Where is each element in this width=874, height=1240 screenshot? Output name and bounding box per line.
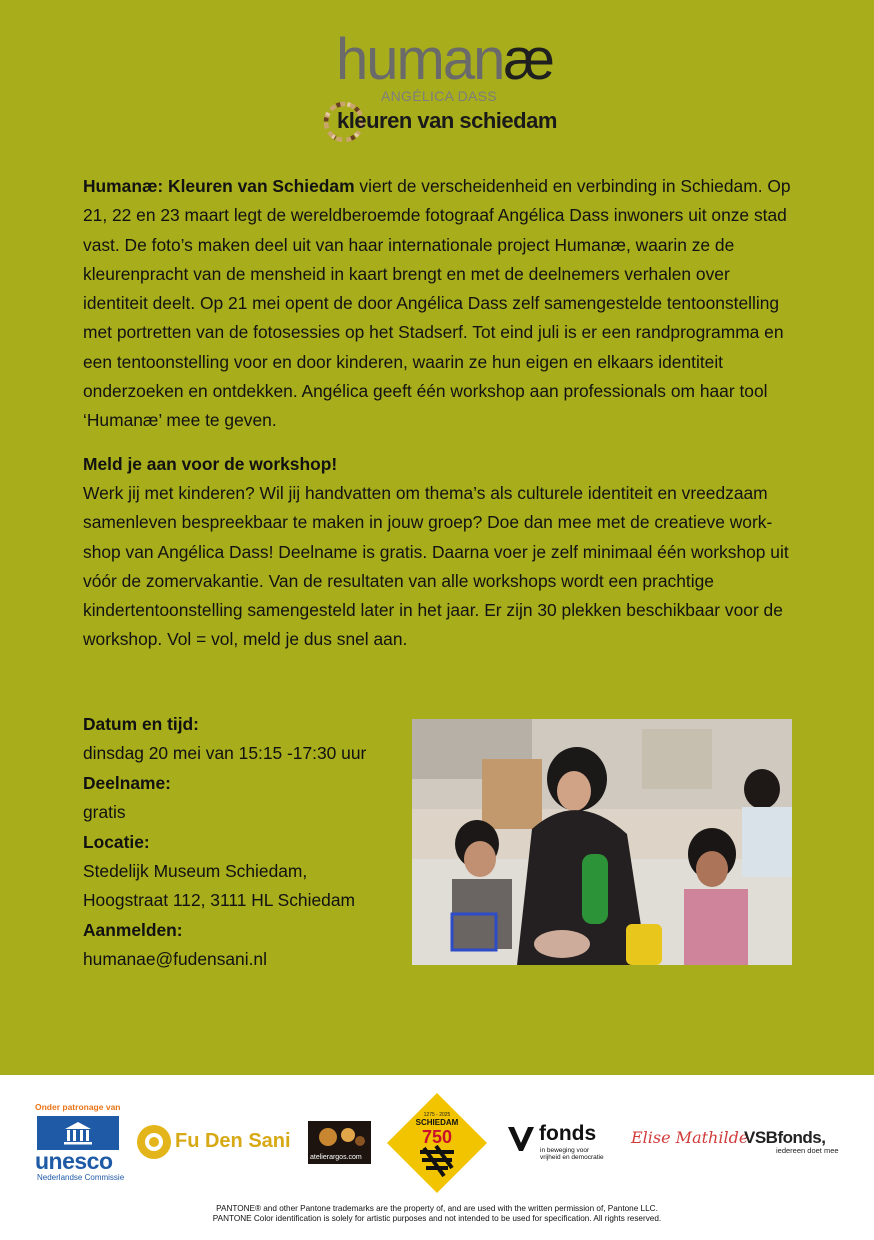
workshop-text-a: Werk jij met kinderen? Wil jij handvatten om thema’s als culturele identiteit en vreedzaam samenleven bespreekbaar te maken in jouw groep? Doe dan mee met de creatieve workshop van	[83, 483, 773, 562]
location-line2: Hoogstraat 112, 3111 HL Schiedam	[83, 890, 355, 911]
workshop-heading: Meld je aan voor de workshop!	[83, 454, 338, 474]
pantone-line-1: PANTONE® and other Pantone trademarks are the property of, and are used with the written permission of, Pantone LLC.	[216, 1204, 658, 1213]
pantone-line-2: PANTONE Color identification is solely for artistic purposes and not intended to be used for specification. All rights reserved.	[212, 1214, 662, 1223]
schiedam-years: 1275 - 2025	[423, 1112, 451, 1118]
intro-project: Humanæ	[554, 234, 626, 255]
unesco-logo: unesco	[35, 1148, 113, 1174]
vsbfonds-subtitle: iedereen doet mee	[776, 1146, 839, 1155]
vfonds-logo: fonds	[539, 1122, 597, 1145]
signup-label: Aanmelden:	[83, 919, 183, 940]
date-label: Datum en tijd:	[83, 714, 199, 734]
pantone-notice	[0, 1204, 874, 1224]
schiedam-750-logo	[386, 1092, 488, 1194]
signup-email[interactable]: humanae@fudensani.nl	[83, 949, 267, 970]
unesco-subtitle: Nederlandse Commissie	[37, 1173, 125, 1182]
schiedam-750: 750	[421, 1127, 453, 1147]
atelierargos-text: atelierargos.com	[310, 1154, 362, 1161]
intro-name-2: Angélica Dass	[396, 293, 508, 314]
intro-name-1: Angélica Dass	[497, 205, 609, 226]
vsbfonds-logo: VSBfonds,	[744, 1128, 826, 1147]
fee-value: gratis	[83, 802, 126, 823]
v-fonds-icon	[506, 1124, 536, 1154]
intro-text-a: viert de verscheidenheid en verbinding in Schiedam. Op 21, 22 en 23 maart legt de wereldberoemde fotograaf	[83, 176, 791, 226]
workshop-paragraph	[83, 479, 793, 655]
patronage-label: Onder patronage van	[35, 1102, 121, 1112]
workshop-text-b: ! Deelname is gratis. Daarna voer je zelf minimaal één workshop uit vóór de zomervakantie. Van de resultaten van alle workshops wordt een prachtige kindertentoonstelling samengesteld later in het jaar. Er zijn 30 plekken beschikbaar voor de workshop. Vol = vol, meld je dus snel aan.	[83, 541, 789, 650]
intro-text-c: , waarin ze de kleurenpracht van de mensheid in kaart brengt en met de deelnemers verhalen over identiteit deelt. Op 21 mei opent de door	[83, 234, 735, 314]
humanae-logo	[336, 27, 556, 92]
schiedam-name: SCHIEDAM	[415, 1118, 459, 1127]
date-value: dinsdag 20 mei van 15:15 -17:30 uur	[83, 743, 367, 764]
workshop-name: Angélica Dass	[157, 541, 269, 562]
intro-text-b: inwoners uit onze stad vast. De foto’s maken deel uit van haar internationale project	[83, 205, 787, 255]
logo-main: human	[336, 27, 504, 92]
fee-label: Deelname:	[83, 772, 171, 793]
unesco-temple-icon	[37, 1116, 119, 1150]
elise-mathilde-logo: Elise Mathilde	[631, 1128, 749, 1147]
intro-text-d: zelf samengestelde tentoonstelling met portretten van de fotosessies op het Stadserf. Tot eind juli is er een randprogramma en een tentoonstelling voor en door kinderen, waarin ze hun eigen en elkaars identiteit onderzoeken en ontdekken. Angélica geeft één workshop aan professionals om haar tool ‘Humanæ’ mee te geven.	[83, 293, 784, 431]
location-line1: Stedelijk Museum Schiedam,	[83, 861, 308, 882]
temple-icon	[37, 1116, 119, 1150]
fudensani-emblem-icon	[137, 1125, 171, 1159]
workshop-photo	[412, 719, 792, 965]
fudensani-logo: Fu Den Sani	[175, 1130, 291, 1152]
logo-subtitle: ANGÉLICA DASS	[381, 88, 497, 104]
intro-paragraph	[83, 172, 793, 436]
kleuren-van-schiedam-logo: kleuren van schiedam	[337, 108, 557, 133]
intro-lead: Humanæ: Kleuren van Schiedam	[83, 176, 355, 196]
logo-ae: æ	[503, 27, 553, 92]
location-label: Locatie:	[83, 831, 150, 852]
event-details	[83, 710, 403, 975]
vfonds-subtitle: in beweging voor vrijheid en democratie	[540, 1147, 604, 1161]
